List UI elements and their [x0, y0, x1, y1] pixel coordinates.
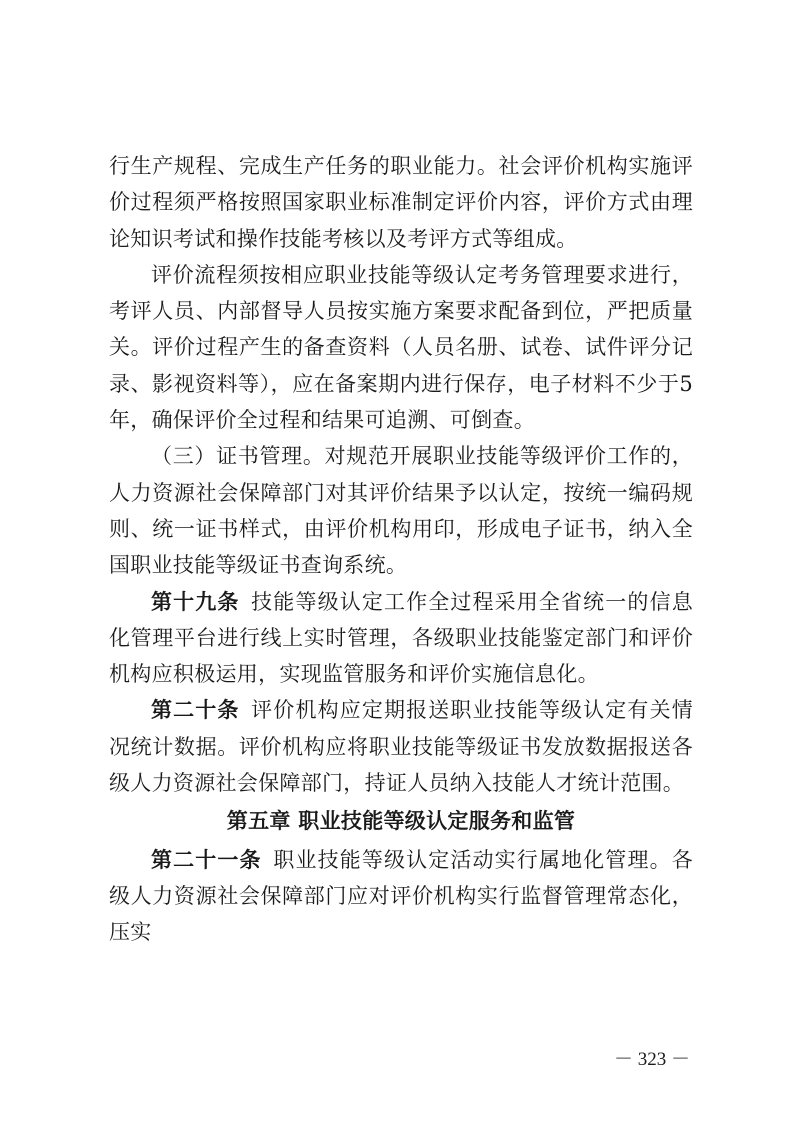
page-number: － 323 －	[613, 1049, 690, 1070]
article-20	[109, 692, 693, 801]
paragraph-evaluation-process: 评价流程须按相应职业技能等级认定考务管理要求进行，考评人员、内部督导人员按实施方案要求配备到位，严把质量关。评价过程产生的备查资料（人员名册、试卷、试件评分记录、影视资料等），应在备案期内进行保存，电子材料不少于5年，确保评价全过程和结果可追溯、可倒查。	[109, 262, 693, 433]
article-21-heading: 第二十一条	[151, 847, 262, 872]
paragraph-continuation: 行生产规程、完成生产任务的职业能力。社会评价机构实施评价过程须严格按照国家职业标准制定评价内容，评价方式由理论知识考试和操作技能考核以及考评方式等组成。	[109, 154, 693, 251]
article-19	[109, 584, 693, 693]
article-20-heading: 第二十条	[151, 698, 240, 723]
article-21	[109, 842, 693, 951]
article-21-body: 职业技能等级认定活动实行属地化管理。各级人力资源社会保障部门应对评价机构实行监督管理常态化，压实	[109, 847, 694, 945]
paragraph-certificate-management: （三）证书管理。对规范开展职业技能等级评价工作的，人力资源社会保障部门对其评价结果予以认定，按统一编码规则、统一证书样式，由评价机构用印，形成电子证书，纳入全国职业技能等级证书查询系统。	[109, 444, 693, 578]
article-19-body: 技能等级认定工作全过程采用全省统一的信息化管理平台进行线上实时管理，各级职业技能鉴定部门和评价机构应积极运用，实现监管服务和评价实施信息化。	[109, 589, 693, 687]
article-20-body: 评价机构应定期报送职业技能等级认定有关情况统计数据。评价机构应将职业技能等级证书发放数据报送各级人力资源社会保障部门，持证人员纳入技能人才统计范围。	[109, 698, 693, 796]
chapter-title: 第五章 职业技能等级认定服务和监管	[226, 809, 576, 834]
article-19-heading: 第十九条	[151, 589, 240, 614]
body-text	[109, 148, 693, 951]
